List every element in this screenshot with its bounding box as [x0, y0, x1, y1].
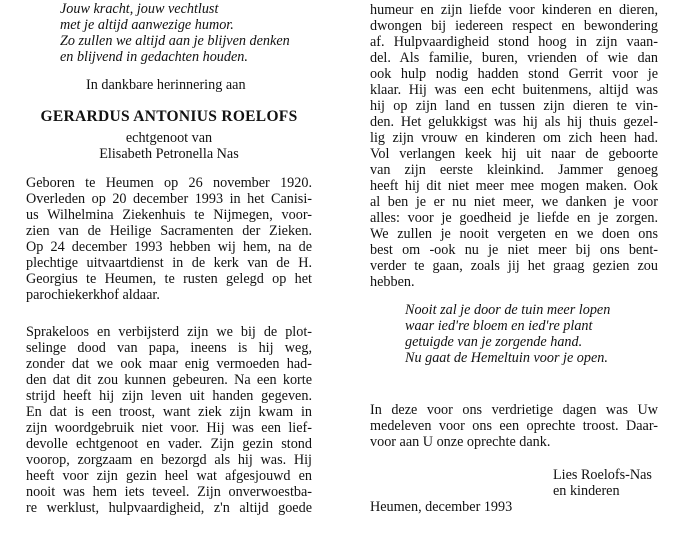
text-line: lig zijn vrouw en kinderen om zich heen had.	[370, 130, 658, 146]
spouse-name: Elisabeth Petronella Nas	[99, 146, 239, 162]
text-line: devolle echtgenoot en vader. Zijn gezin stond	[26, 436, 312, 452]
memorial-intro: In dankbare herinnering aan	[86, 77, 246, 93]
text-line: alles: voor je goedheid je liefde en je zorgen.	[370, 210, 658, 226]
poem-line: Nu gaat de Hemeltuin voor je open.	[405, 350, 608, 366]
text-line: humeur en zijn liefde voor kinderen en dieren,	[370, 2, 658, 18]
deceased-name: GERARDUS ANTONIUS ROELOFS	[40, 108, 298, 125]
poem-line: getuigde van je zorgende hand.	[405, 334, 583, 350]
place-date: Heumen, december 1993	[370, 499, 513, 515]
text-line: klaar. Hij was een echt buitenmens, altijd was	[370, 82, 658, 98]
text-line: Sprakeloos en verbijsterd zijn we bij de plot-	[26, 324, 312, 340]
poem-line: Jouw kracht, jouw vechtlust	[60, 1, 219, 17]
text-line: verder te gaan, zoals jij het graag gezien zou	[370, 258, 658, 274]
text-line: zien van de Heilige Sacramenten der Zieken.	[26, 223, 312, 239]
text-line: al ben je er nu niet meer, we danken je voor	[370, 194, 658, 210]
text-line: In deze voor ons verdrietige dagen was Uw	[370, 402, 658, 418]
text-line: hebben.	[370, 274, 415, 290]
text-line: En dat is een troost, want ziek zijn kwam in	[26, 404, 312, 420]
text-line: dwongen bij iedereen respect en bewondering	[370, 18, 658, 34]
text-line: del. Als familie, buren, vrienden of wie dan	[370, 50, 658, 66]
text-line: parochiekerkhof aldaar.	[26, 287, 160, 303]
text-line: hij op zijn land en tussen zijn dieren te vin-	[370, 98, 658, 114]
text-line: Geboren te Heumen op 26 november 1920.	[26, 175, 312, 191]
text-line: den. Het gelukkigst was hij als hij thuis gezel-	[370, 114, 658, 130]
text-line: re werklust, hulpvaardigheid, z'n altijd goede	[26, 500, 312, 516]
text-line: zijn woordgebruik niet voor. Hij was een lief-	[26, 420, 312, 436]
text-line: nooit was hem iets teveel. Zijn onverwoestba-	[26, 484, 312, 500]
text-line: Georgius te Heumen, te rusten gelegd op het	[26, 271, 312, 287]
text-line: best om -ook nu je niet meer bij ons bent-	[370, 242, 658, 258]
text-line: voorop, zorgzaam en bezorgd als hij was. Hij	[26, 452, 312, 468]
text-line: Op 24 december 1993 hebben wij hem, na de	[26, 239, 312, 255]
text-line: medeleven voor ons een oprechte troost. Daar-	[370, 418, 658, 434]
text-line: van zijn eerste kleinkind. Jammer genoeg	[370, 162, 658, 178]
text-line: heeft hij dit niet meer mee mogen maken. Ook	[370, 178, 658, 194]
relation-text: echtgenoot van	[125, 130, 213, 146]
text-line: zonder dat we ook maar enig vermoeden had-	[26, 356, 312, 372]
text-line: af. Hulpvaardigheid stond hoog in zijn vaan-	[370, 34, 658, 50]
text-line: Vol verlangen keek hij uit naar de geboorte	[370, 146, 658, 162]
text-line: voor aan U onze oprechte dank.	[370, 434, 551, 450]
poem-line: en blijvend in gedachten houden.	[60, 49, 248, 65]
signature-line: en kinderen	[553, 483, 620, 499]
signature-line: Lies Roelofs-Nas	[553, 467, 652, 483]
text-line: ook hulp nodig hadden stond Gerrit voor je	[370, 66, 658, 82]
poem-line: met je altijd aanwezige humor.	[60, 17, 234, 33]
poem-line: waar ied're bloem en ied're plant	[405, 318, 593, 334]
poem-line: Nooit zal je door de tuin meer lopen	[405, 302, 611, 318]
poem-line: Zo zullen we altijd aan je blijven denken	[60, 33, 290, 49]
text-line: den dat dit zou kunnen gebeuren. Na een korte	[26, 372, 312, 388]
text-line: us Wilhelmina Ziekenhuis te Nijmegen, voor-	[26, 207, 312, 223]
text-line: plechtige uitvaartdienst in de kerk van de H.	[26, 255, 312, 271]
text-line: heeft voor zijn gezin heel wat afgesjouwd en	[26, 468, 312, 484]
text-line: strijd heeft hij zijn leven uit handen gegeven.	[26, 388, 312, 404]
text-line: Overleden op 20 december 1993 in het Canisi-	[26, 191, 312, 207]
text-line: We zullen je nooit vergeten en we doen ons	[370, 226, 658, 242]
text-line: selinge dood van papa, ineens is hij weg,	[26, 340, 312, 356]
